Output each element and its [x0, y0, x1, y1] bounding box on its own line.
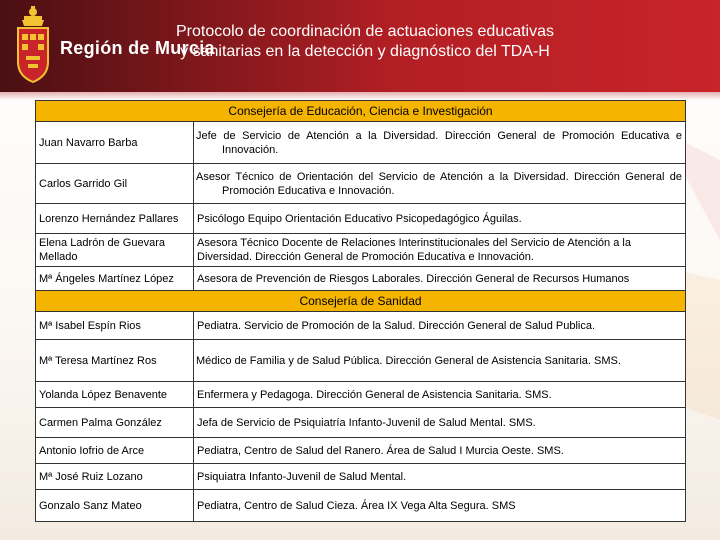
section-header-health	[36, 291, 686, 312]
member-role: Pediatra. Servicio de Promoción de la Salud. Dirección General de Salud Publica.	[194, 312, 686, 340]
table-row	[36, 382, 686, 408]
member-role: Pediatra, Centro de Salud del Ranero. Área de Salud I Murcia Oeste. SMS.	[194, 438, 686, 464]
table-row	[36, 267, 686, 291]
member-name: Yolanda López Benavente	[36, 382, 194, 408]
member-name: Mª Ángeles Martínez López	[36, 267, 194, 291]
member-name: Carlos Garrido Gil	[36, 164, 194, 204]
member-role: Pediatra, Centro de Salud Cieza. Área IX Vega Alta Segura. SMS	[194, 490, 686, 522]
table-row	[36, 204, 686, 234]
member-role: Médico de Familia y de Salud Pública. Dirección General de Asistencia Sanitaria. SMS.	[194, 340, 686, 382]
table-row	[36, 464, 686, 490]
member-role: Psiquiatra Infanto-Juvenil de Salud Mental.	[194, 464, 686, 490]
table-row	[36, 490, 686, 522]
member-role: Asesora de Prevención de Riesgos Laborales. Dirección General de Recursos Humanos	[194, 267, 686, 291]
table-row	[36, 340, 686, 382]
member-role: Asesor Técnico de Orientación del Servicio de Atención a la Diversidad. Dirección General de Promoción Educativa e Innovación.	[194, 164, 686, 204]
member-name: Antonio Iofrio de Arce	[36, 438, 194, 464]
member-role: Jefe de Servicio de Atención a la Diversidad. Dirección General de Promoción Educativa e Innovación.	[194, 122, 686, 164]
table-row	[36, 234, 686, 267]
table-row	[36, 164, 686, 204]
page-title-line-1: Protocolo de coordinación de actuaciones educativas	[175, 23, 555, 40]
member-role: Enfermera y Pedagoga. Dirección General de Asistencia Sanitaria. SMS.	[194, 382, 686, 408]
member-name: Elena Ladrón de Guevara Mellado	[36, 234, 194, 267]
members-table	[35, 100, 686, 522]
region-name: Región de Murcia	[60, 38, 215, 58]
table-row	[36, 312, 686, 340]
table-row	[36, 438, 686, 464]
section-title: Consejería de Sanidad	[36, 291, 686, 312]
member-name: Gonzalo Sanz Mateo	[36, 490, 194, 522]
table-row	[36, 122, 686, 164]
member-name: Carmen Palma González	[36, 408, 194, 438]
region-crest-logo	[10, 6, 56, 84]
member-role: Asesora Técnico Docente de Relaciones Interinstitucionales del Servicio de Atención a la Diversidad. Dirección General de Promoción Educativa e Innovación.	[194, 234, 686, 267]
page-title	[130, 22, 600, 62]
member-role: Jefa de Servicio de Psiquiatría Infanto-Juvenil de Salud Mental. SMS.	[194, 408, 686, 438]
member-name: Mª Teresa Martínez Ros	[36, 340, 194, 382]
header-banner	[0, 0, 720, 92]
section-header-education	[36, 101, 686, 122]
member-name: Mª José Ruiz Lozano	[36, 464, 194, 490]
member-name: Juan Navarro Barba	[36, 122, 194, 164]
page-title-line-2: y sanitarias en la detección y diagnóstico del TDA-H	[180, 43, 550, 60]
member-name: Mª Isabel Espín Rios	[36, 312, 194, 340]
table-row	[36, 408, 686, 438]
member-name: Lorenzo Hernández Pallares	[36, 204, 194, 234]
member-role: Psicólogo Equipo Orientación Educativo Psicopedagógico Águilas.	[194, 204, 686, 234]
header-fade	[0, 92, 720, 100]
section-title: Consejería de Educación, Ciencia e Investigación	[36, 101, 686, 122]
